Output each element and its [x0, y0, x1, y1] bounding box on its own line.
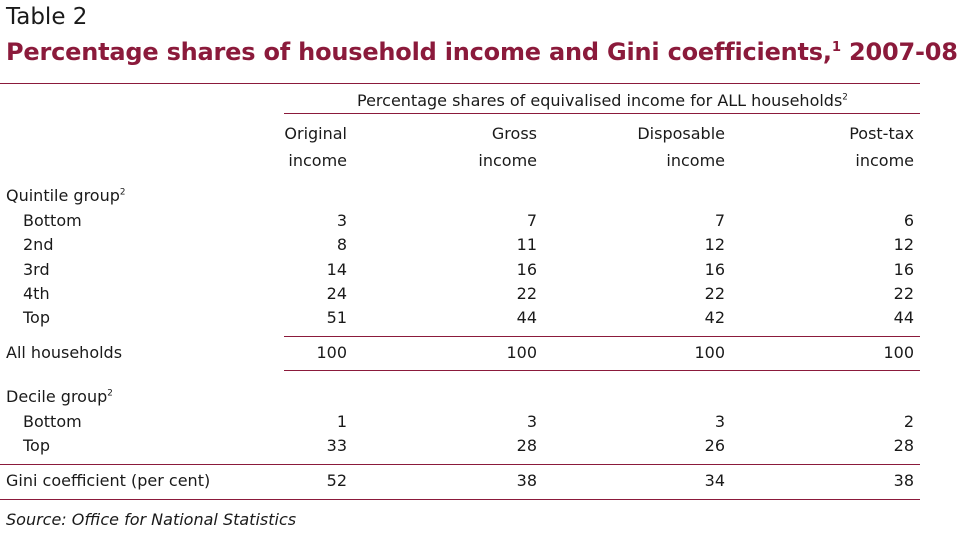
- decile-group-text: Decile group: [6, 387, 108, 406]
- table-row-quintile-4th: [0, 282, 920, 306]
- row-label: 4th: [23, 284, 50, 303]
- cell-gross: 3: [526, 412, 537, 431]
- cell-gross: 16: [516, 260, 537, 279]
- cell-post-tax: 44: [893, 308, 914, 327]
- cell-original: 52: [326, 471, 347, 490]
- cell-gross: 44: [516, 308, 537, 327]
- cell-post-tax: 2: [903, 412, 914, 431]
- column-header-line2: income: [855, 151, 914, 170]
- cell-disposable: 3: [714, 412, 725, 431]
- cell-disposable: 100: [694, 343, 725, 362]
- column-header-line1: Original: [284, 124, 347, 143]
- cell-gross: 11: [516, 235, 537, 254]
- decile-group-heading: [0, 385, 920, 409]
- cell-post-tax: 22: [893, 284, 914, 303]
- table-row-quintile-bottom: [0, 209, 920, 233]
- super-header-rule: [284, 113, 920, 114]
- cell-gross: 7: [526, 211, 537, 230]
- column-header-post-tax: [714, 120, 914, 174]
- column-header-line1: Disposable: [637, 124, 725, 143]
- cell-gross: 28: [516, 436, 537, 455]
- row-label: Gini coefficient (per cent): [6, 471, 211, 490]
- column-header-gross: [337, 120, 537, 174]
- cell-original: 3: [336, 211, 347, 230]
- cell-gross: 38: [516, 471, 537, 490]
- title-year: 2007-08: [840, 38, 958, 66]
- row-label: 2nd: [23, 235, 54, 254]
- table-title: [6, 38, 958, 66]
- super-header: [357, 87, 848, 114]
- column-header-line2: income: [478, 151, 537, 170]
- cell-post-tax: 100: [883, 343, 914, 362]
- cell-original: 8: [336, 235, 347, 254]
- cell-original: 14: [326, 260, 347, 279]
- column-header-line2: income: [666, 151, 725, 170]
- row-label: Bottom: [23, 211, 82, 230]
- table-row-quintile-top: [0, 306, 920, 330]
- title-footnote-marker: 1: [831, 40, 841, 55]
- quintile-group-footnote-marker: 2: [119, 187, 126, 198]
- row-label: Top: [23, 308, 50, 327]
- all-households-bottom-rule: [284, 370, 920, 371]
- column-header-disposable: [525, 120, 725, 174]
- bottom-rule: [0, 499, 920, 500]
- cell-original: 51: [326, 308, 347, 327]
- row-label: Top: [23, 436, 50, 455]
- cell-original: 24: [326, 284, 347, 303]
- cell-disposable: 42: [704, 308, 725, 327]
- cell-disposable: 12: [704, 235, 725, 254]
- column-header-original: [147, 120, 347, 174]
- table-row-all-households: [0, 341, 920, 365]
- top-rule: [0, 83, 920, 84]
- quintile-group-text: Quintile group: [6, 186, 120, 205]
- table-row-decile-bottom: [0, 410, 920, 434]
- super-header-footnote-marker: 2: [842, 92, 848, 103]
- row-label: All households: [6, 343, 123, 362]
- row-label: [6, 184, 126, 208]
- column-header-line1: Post-tax: [849, 124, 914, 143]
- source-note: Source: Office for National Statistics: [6, 510, 297, 529]
- row-label: Bottom: [23, 412, 82, 431]
- all-households-top-rule: [284, 336, 920, 337]
- cell-original: 1: [336, 412, 347, 431]
- cell-original: 33: [326, 436, 347, 455]
- table-row-decile-top: [0, 434, 920, 458]
- table-label: Table 2: [6, 4, 88, 30]
- cell-post-tax: 12: [893, 235, 914, 254]
- quintile-group-heading: [0, 184, 920, 208]
- cell-gross: 100: [506, 343, 537, 362]
- cell-disposable: 34: [704, 471, 725, 490]
- cell-disposable: 22: [704, 284, 725, 303]
- decile-group-footnote-marker: 2: [107, 388, 113, 399]
- title-text: Percentage shares of household income and Gini coefficients,: [6, 38, 832, 66]
- column-header-line1: Gross: [491, 124, 537, 143]
- row-label: 3rd: [23, 260, 50, 279]
- cell-post-tax: 28: [893, 436, 914, 455]
- cell-post-tax: 16: [893, 260, 914, 279]
- table-row-quintile-2nd: [0, 233, 920, 257]
- table-row-quintile-3rd: [0, 258, 920, 282]
- cell-original: 100: [316, 343, 347, 362]
- gini-top-rule: [0, 464, 920, 465]
- column-header-line2: income: [288, 151, 347, 170]
- cell-post-tax: 6: [903, 211, 914, 230]
- cell-disposable: 26: [704, 436, 725, 455]
- table-row-gini: [0, 469, 920, 493]
- cell-disposable: 16: [704, 260, 725, 279]
- row-label: [6, 385, 113, 409]
- cell-post-tax: 38: [893, 471, 914, 490]
- cell-disposable: 7: [714, 211, 725, 230]
- super-header-text: Percentage shares of equivalised income for ALL households: [357, 91, 843, 110]
- cell-gross: 22: [516, 284, 537, 303]
